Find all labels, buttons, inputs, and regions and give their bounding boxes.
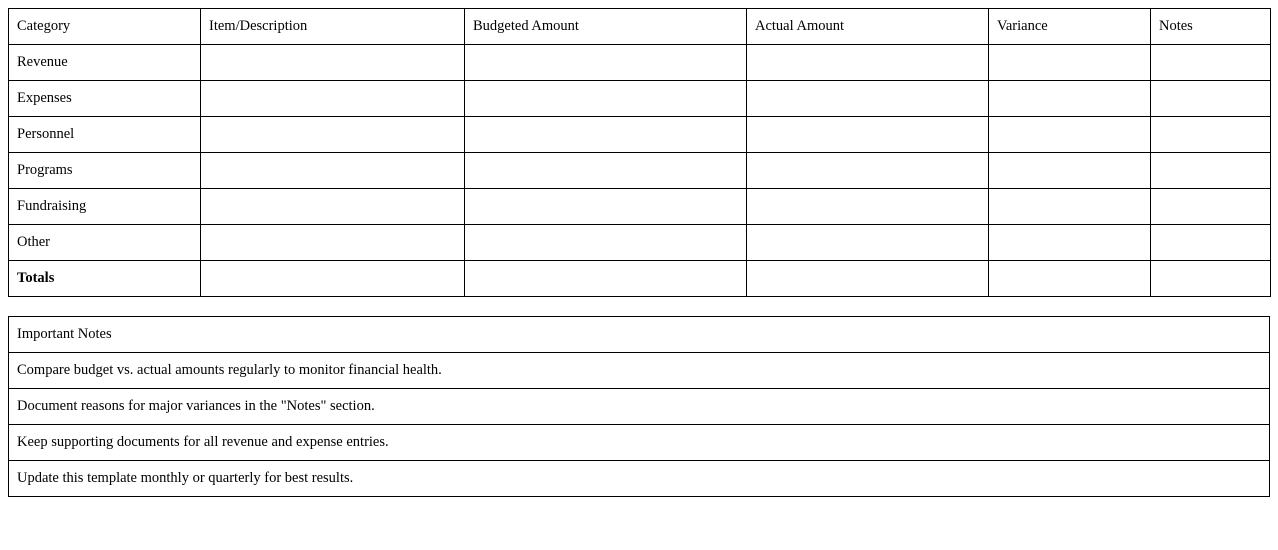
cell-item[interactable] [201,225,465,261]
cell-variance[interactable] [989,117,1151,153]
cell-variance[interactable] [989,261,1151,297]
cell-actual[interactable] [747,117,989,153]
cell-notes[interactable] [1151,189,1271,225]
notes-row [9,353,1270,389]
note-item: Keep supporting documents for all revenue and expense entries. [9,425,1270,461]
cell-item[interactable] [201,117,465,153]
cell-budgeted[interactable] [465,189,747,225]
column-header-notes: Notes [1151,9,1271,45]
column-header-item: Item/Description [201,9,465,45]
cell-actual[interactable] [747,189,989,225]
cell-category: Programs [9,153,201,189]
notes-row [9,461,1270,497]
table-row [9,117,1271,153]
column-header-budgeted: Budgeted Amount [465,9,747,45]
table-row [9,225,1271,261]
notes-header-row [9,317,1270,353]
cell-variance[interactable] [989,189,1151,225]
cell-item[interactable] [201,81,465,117]
cell-notes[interactable] [1151,261,1271,297]
table-row [9,153,1271,189]
note-item: Compare budget vs. actual amounts regularly to monitor financial health. [9,353,1270,389]
cell-budgeted[interactable] [465,153,747,189]
cell-actual[interactable] [747,261,989,297]
budget-vs-actual-table [8,8,1271,297]
cell-notes[interactable] [1151,117,1271,153]
notes-heading: Important Notes [9,317,1270,353]
cell-budgeted[interactable] [465,117,747,153]
note-item: Document reasons for major variances in the "Notes" section. [9,389,1270,425]
cell-category: Fundraising [9,189,201,225]
cell-category: Personnel [9,117,201,153]
cell-budgeted[interactable] [465,261,747,297]
column-header-actual: Actual Amount [747,9,989,45]
cell-item[interactable] [201,189,465,225]
cell-variance[interactable] [989,225,1151,261]
column-header-variance: Variance [989,9,1151,45]
cell-actual[interactable] [747,153,989,189]
notes-row [9,425,1270,461]
column-header-category: Category [9,9,201,45]
cell-item[interactable] [201,45,465,81]
table-row [9,189,1271,225]
notes-row [9,389,1270,425]
cell-category-totals: Totals [9,261,201,297]
cell-notes[interactable] [1151,225,1271,261]
cell-actual[interactable] [747,45,989,81]
table-row [9,45,1271,81]
cell-variance[interactable] [989,45,1151,81]
table-row [9,81,1271,117]
cell-category: Revenue [9,45,201,81]
cell-actual[interactable] [747,225,989,261]
cell-category: Expenses [9,81,201,117]
cell-budgeted[interactable] [465,225,747,261]
cell-item[interactable] [201,153,465,189]
cell-actual[interactable] [747,81,989,117]
cell-notes[interactable] [1151,81,1271,117]
cell-variance[interactable] [989,81,1151,117]
cell-budgeted[interactable] [465,45,747,81]
important-notes-table [8,316,1270,497]
cell-item[interactable] [201,261,465,297]
cell-notes[interactable] [1151,153,1271,189]
cell-budgeted[interactable] [465,81,747,117]
cell-variance[interactable] [989,153,1151,189]
cell-category: Other [9,225,201,261]
cell-notes[interactable] [1151,45,1271,81]
table-header-row [9,9,1271,45]
table-row-totals [9,261,1271,297]
note-item: Update this template monthly or quarterly for best results. [9,461,1270,497]
